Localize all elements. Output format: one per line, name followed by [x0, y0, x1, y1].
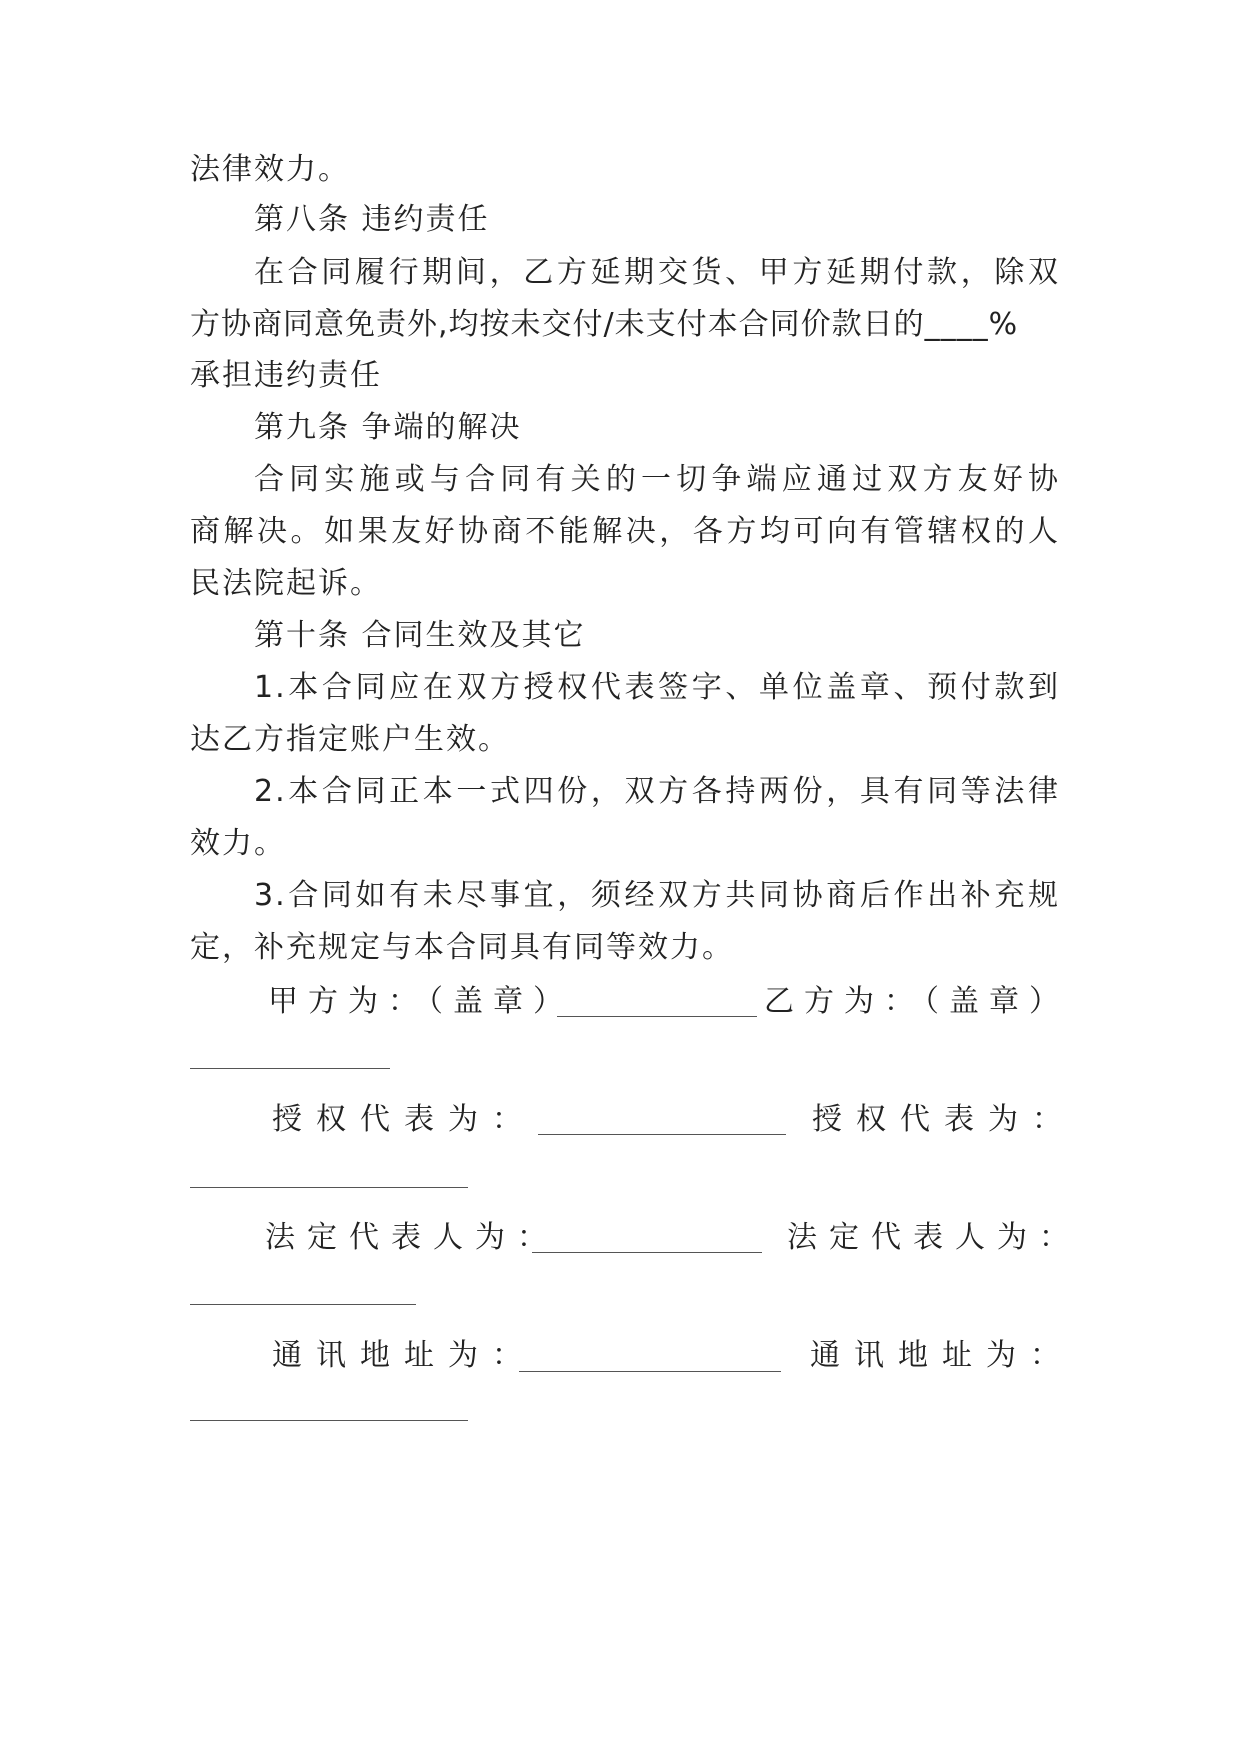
legal-rep-a-blank [532, 1252, 762, 1253]
address-b-blank [190, 1420, 468, 1421]
text-line: 达乙方指定账户生效。 [190, 722, 510, 757]
legal-rep-b-label: 法定代表人为： [787, 1220, 1081, 1255]
text-line: 在合同履行期间，乙方延期交货、甲方延期付款，除双 [254, 255, 1060, 290]
text-line: 定，补充规定与本合同具有同等效力。 [190, 930, 734, 965]
text-line: 民法院起诉。 [190, 566, 382, 601]
text-line: 2.本合同正本一式四份，双方各持两份，具有同等法律 [254, 774, 1060, 809]
text-line: 商解决。如果友好协商不能解决，各方均可向有管辖权的人 [190, 514, 1060, 549]
text-line: 承担违约责任 [190, 358, 382, 393]
address-b-label: 通讯地址为： [810, 1338, 1074, 1373]
text-line: 1.本合同应在双方授权代表签字、单位盖章、预付款到 [254, 670, 1060, 705]
text-line: 3.合同如有未尽事宜，须经双方共同协商后作出补充规 [254, 878, 1060, 913]
article-9-heading: 第九条 争端的解决 [254, 410, 522, 445]
article-8-heading: 第八条 违约责任 [254, 202, 490, 237]
legal-rep-b-blank [190, 1304, 416, 1305]
authorized-rep-a-blank [538, 1134, 786, 1135]
party-b-seal-blank [190, 1068, 390, 1069]
address-a-blank [519, 1371, 781, 1372]
legal-rep-a-label: 法定代表人为： [265, 1220, 559, 1255]
article-10-heading: 第十条 合同生效及其它 [254, 618, 586, 653]
address-a-label: 通讯地址为： [272, 1338, 536, 1373]
authorized-rep-b-label: 授权代表为： [812, 1102, 1076, 1137]
party-a-seal-blank [557, 1016, 757, 1017]
text-line: 方协商同意免责外,均按未交付/未支付本合同价款日的____% [190, 307, 1019, 342]
authorized-rep-a-label: 授权代表为： [272, 1102, 536, 1137]
text-line: 效力。 [190, 826, 286, 861]
party-a-seal-label: 甲方为：（盖章） [268, 984, 573, 1019]
text-line: 法律效力。 [190, 152, 350, 187]
party-b-seal-label: 乙方为：（盖章） [764, 984, 1069, 1019]
authorized-rep-b-blank [190, 1187, 468, 1188]
text-line: 合同实施或与合同有关的一切争端应通过双方友好协 [254, 462, 1060, 497]
